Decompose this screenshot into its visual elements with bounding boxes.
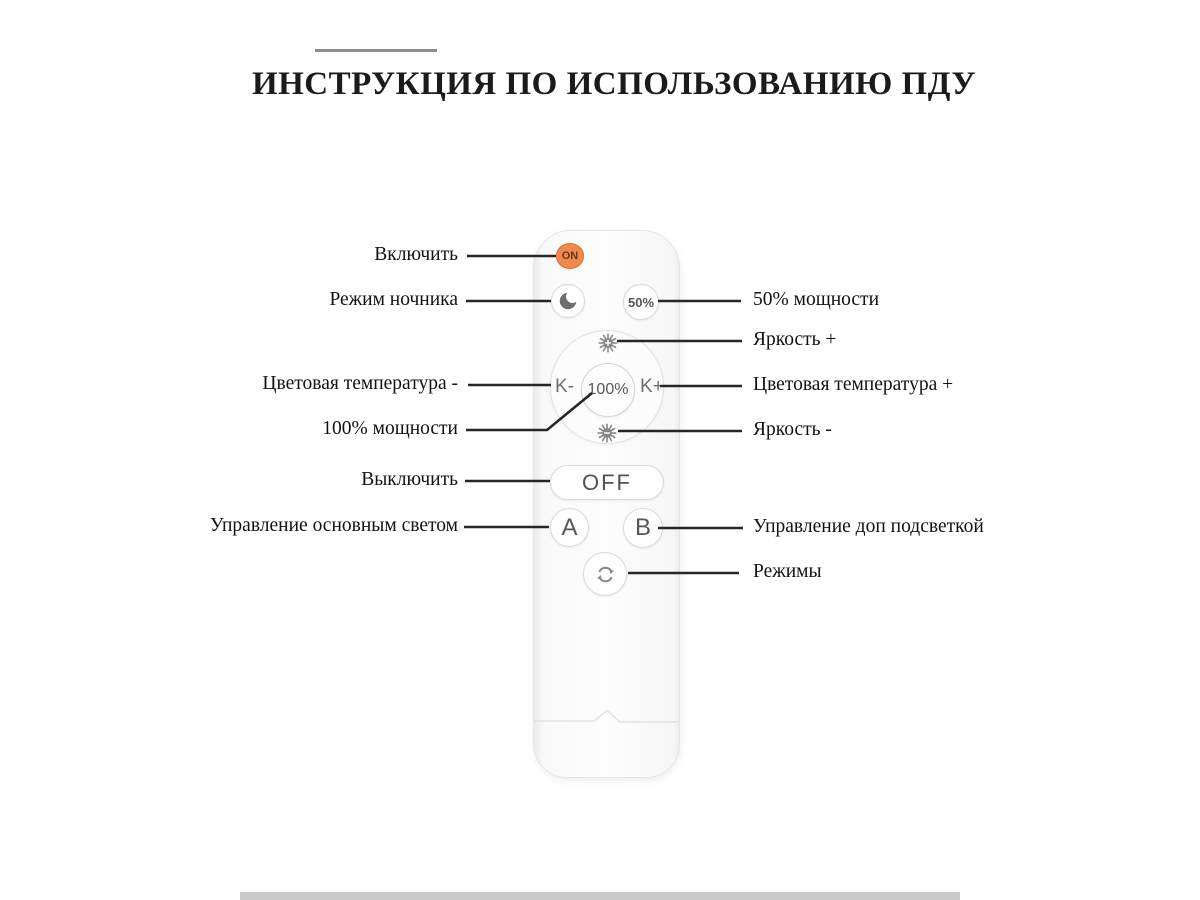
channel-b-button[interactable]: B xyxy=(623,508,663,548)
label-aux-light-control: Управление доп подсветкой xyxy=(753,516,984,538)
label-night-mode: Режим ночника xyxy=(329,289,458,311)
channel-a-button[interactable]: A xyxy=(550,508,589,547)
kelvin-plus-button[interactable]: K+ xyxy=(640,376,664,397)
label-color-temp-plus: Цветовая температура + xyxy=(753,374,954,396)
power-on-button[interactable]: ON xyxy=(556,243,584,269)
sun-minus-icon[interactable] xyxy=(595,421,619,445)
power-50-button[interactable]: 50% xyxy=(623,284,659,320)
label-turn-off: Выключить xyxy=(361,469,458,491)
dial-100-button[interactable]: 100% xyxy=(581,363,635,417)
remote-control-body xyxy=(533,230,680,778)
label-turn-on: Включить xyxy=(374,244,458,266)
top-crop-artifact xyxy=(315,49,437,52)
label-brightness-minus: Яркость - xyxy=(753,419,832,441)
power-off-button[interactable]: OFF xyxy=(550,465,664,500)
label-100-power: 100% мощности xyxy=(322,418,458,440)
label-modes: Режимы xyxy=(753,561,822,583)
label-brightness-plus: Яркость + xyxy=(753,329,837,351)
label-main-light-control: Управление основным светом xyxy=(209,515,458,537)
sun-plus-icon[interactable] xyxy=(596,331,620,355)
night-mode-button[interactable] xyxy=(551,284,585,318)
moon-icon xyxy=(557,290,579,312)
page-title: ИНСТРУКЦИЯ ПО ИСПОЛЬЗОВАНИЮ ПДУ xyxy=(251,66,977,102)
modes-button[interactable] xyxy=(583,552,627,596)
label-color-temp-minus: Цветовая температура - xyxy=(262,373,458,395)
dial-ring xyxy=(550,330,664,444)
bottom-crop-artifact xyxy=(240,892,960,900)
cycle-arrows-icon xyxy=(592,561,619,588)
kelvin-minus-button[interactable]: K- xyxy=(555,376,574,397)
label-50-power: 50% мощности xyxy=(753,289,880,311)
